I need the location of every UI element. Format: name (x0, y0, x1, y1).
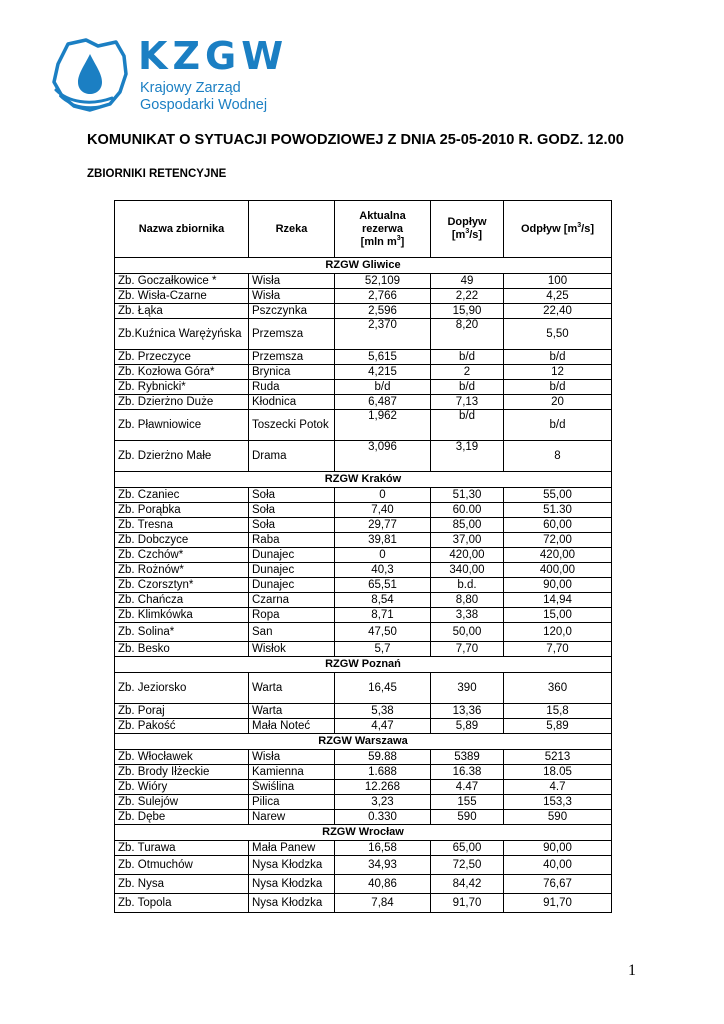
region-row (115, 825, 612, 841)
outflow-value: 51.30 (504, 503, 612, 518)
header-reserve-line2: rezerwa (362, 222, 403, 235)
table-row (115, 780, 612, 795)
reserve-value: 0 (335, 548, 431, 563)
table-row (115, 319, 612, 350)
inflow-value: 51,30 (431, 488, 504, 503)
inflow-value: 7,13 (431, 395, 504, 410)
inflow-value: 85,00 (431, 518, 504, 533)
outflow-value: 90,00 (504, 841, 612, 856)
inflow-value: b/d (431, 380, 504, 395)
table-row (115, 304, 612, 319)
outflow-value: 22,40 (504, 304, 612, 319)
logo-line-1: Krajowy Zarząd (140, 80, 241, 96)
logo-acronym: KZGW (138, 34, 289, 78)
header-reserve (335, 201, 431, 258)
outflow-value: 120,0 (504, 623, 612, 642)
reserve-value: 65,51 (335, 578, 431, 593)
region-row (115, 472, 612, 488)
inflow-value: 91,70 (431, 894, 504, 913)
river-name: Pilica (249, 795, 335, 810)
inflow-value: 84,42 (431, 875, 504, 894)
reserve-value: 34,93 (335, 856, 431, 875)
inflow-value: b.d. (431, 578, 504, 593)
river-name: Kłodnica (249, 395, 335, 410)
inflow-value: 37,00 (431, 533, 504, 548)
inflow-value: 155 (431, 795, 504, 810)
outflow-value: b/d (504, 380, 612, 395)
poland-water-drop-icon (46, 34, 130, 118)
reservoir-name: Zb. Chańcza (115, 593, 249, 608)
header-reserve-unit: [mln m (360, 235, 397, 248)
reservoir-name: Zb. Solina* (115, 623, 249, 642)
reservoir-name: Zb. Nysa (115, 875, 249, 894)
outflow-value: 8 (504, 441, 612, 472)
table-row (115, 380, 612, 395)
table-row (115, 894, 612, 913)
header-river: Rzeka (249, 201, 335, 258)
table-row (115, 503, 612, 518)
reserve-value: 4,215 (335, 365, 431, 380)
reserve-value: 0.330 (335, 810, 431, 825)
table-row (115, 593, 612, 608)
reservoir-name: Zb. Przeczyce (115, 350, 249, 365)
river-name: Soła (249, 503, 335, 518)
inflow-value: 4.47 (431, 780, 504, 795)
table-row (115, 578, 612, 593)
reserve-value: 6,487 (335, 395, 431, 410)
reserve-value: 29,77 (335, 518, 431, 533)
river-name: Dunajec (249, 563, 335, 578)
outflow-value: b/d (504, 350, 612, 365)
outflow-value: 15,8 (504, 704, 612, 719)
header-reserve-line1: Aktualna (359, 209, 406, 222)
document-title: KOMUNIKAT O SYTUACJI POWODZIOWEJ Z DNIA 25-05-2010 R. GODZ. 12.00 (87, 132, 624, 148)
river-name: Narew (249, 810, 335, 825)
table-row (115, 765, 612, 780)
inflow-value: b/d (431, 350, 504, 365)
reserve-value: 7,84 (335, 894, 431, 913)
table-row (115, 623, 612, 642)
reservoir-name: Zb. Klimkówka (115, 608, 249, 623)
river-name: Mała Panew (249, 841, 335, 856)
header-inflow-end: /s] (469, 229, 483, 241)
region-name: RZGW Warszawa (115, 734, 612, 750)
inflow-value: 60.00 (431, 503, 504, 518)
inflow-value: 16.38 (431, 765, 504, 780)
outflow-value: 15,00 (504, 608, 612, 623)
outflow-value: 20 (504, 395, 612, 410)
reservoir-name: Zb. Poraj (115, 704, 249, 719)
reservoir-name: Zb. Dębe (115, 810, 249, 825)
reserve-value: b/d (335, 380, 431, 395)
header-reserve-end: ] (400, 235, 405, 248)
reservoir-name: Zb. Kozłowa Góra* (115, 365, 249, 380)
table-row (115, 274, 612, 289)
river-name: Nysa Kłodzka (249, 856, 335, 875)
table-row (115, 795, 612, 810)
reserve-value: 40,86 (335, 875, 431, 894)
inflow-value: 5389 (431, 750, 504, 765)
reserve-value: 59.88 (335, 750, 431, 765)
inflow-value: 15,90 (431, 304, 504, 319)
reservoir-name: Zb. Porąbka (115, 503, 249, 518)
region-name: RZGW Gliwice (115, 258, 612, 274)
reservoir-name: Zb. Wisła-Czarne (115, 289, 249, 304)
river-name: Wisłok (249, 642, 335, 657)
table-row (115, 441, 612, 472)
reserve-value: 1,962 (335, 410, 431, 441)
inflow-value: 13,36 (431, 704, 504, 719)
region-row (115, 258, 612, 274)
reserve-value: 12.268 (335, 780, 431, 795)
table-row (115, 365, 612, 380)
reserve-value: 7,40 (335, 503, 431, 518)
reservoir-name: Zb. Sulejów (115, 795, 249, 810)
inflow-value: 65,00 (431, 841, 504, 856)
river-name: Wisła (249, 289, 335, 304)
header-inflow-exponent: 3 (465, 228, 470, 235)
outflow-value: 7,70 (504, 642, 612, 657)
river-name: Raba (249, 533, 335, 548)
region-name: RZGW Wrocław (115, 825, 612, 841)
river-name: Soła (249, 518, 335, 533)
reserve-value: 3,23 (335, 795, 431, 810)
river-name: San (249, 623, 335, 642)
kzgw-logo (46, 30, 289, 120)
reservoir-name: Zb. Rożnów* (115, 563, 249, 578)
table-row (115, 533, 612, 548)
reservoir-name: Zb. Włocławek (115, 750, 249, 765)
river-name: Soła (249, 488, 335, 503)
inflow-value: 590 (431, 810, 504, 825)
river-name: Wisła (249, 274, 335, 289)
header-reserve-exponent: 3 (396, 234, 401, 242)
outflow-value: 60,00 (504, 518, 612, 533)
reservoir-name: Zb. Otmuchów (115, 856, 249, 875)
outflow-value: b/d (504, 410, 612, 441)
outflow-value: 5213 (504, 750, 612, 765)
reservoir-name: Zb. Topola (115, 894, 249, 913)
river-name: Pszczynka (249, 304, 335, 319)
reserve-value: 0 (335, 488, 431, 503)
header-inflow-unit: [m (451, 229, 466, 241)
header-inflow (431, 201, 504, 258)
outflow-value: 5,50 (504, 319, 612, 350)
header-name: Nazwa zbiornika (115, 201, 249, 258)
reserve-value: 5,615 (335, 350, 431, 365)
table-row (115, 289, 612, 304)
river-name: Dunajec (249, 548, 335, 563)
region-name: RZGW Poznań (115, 657, 612, 673)
outflow-value: 18.05 (504, 765, 612, 780)
reservoir-name: Zb. Goczałkowice * (115, 274, 249, 289)
river-name: Drama (249, 441, 335, 472)
reservoir-name: Zb. Czchów* (115, 548, 249, 563)
river-name: Dunajec (249, 578, 335, 593)
region-row (115, 657, 612, 673)
inflow-value: 3,19 (431, 441, 504, 472)
inflow-value: 8,80 (431, 593, 504, 608)
inflow-value: 7,70 (431, 642, 504, 657)
reservoir-name: Zb. Jeziorsko (115, 673, 249, 704)
outflow-value: 360 (504, 673, 612, 704)
page-number: 1 (628, 962, 636, 979)
table-row (115, 642, 612, 657)
table-row (115, 395, 612, 410)
reserve-value: 8,54 (335, 593, 431, 608)
inflow-value: 420,00 (431, 548, 504, 563)
reservoir-name: Zb. Tresna (115, 518, 249, 533)
reservoir-name: Zb. Czorsztyn* (115, 578, 249, 593)
inflow-value: 72,50 (431, 856, 504, 875)
river-name: Przemsza (249, 350, 335, 365)
header-inflow-line2 (434, 229, 500, 242)
inflow-value: 3,38 (431, 608, 504, 623)
reservoir-name: Zb. Pławniowice (115, 410, 249, 441)
river-name: Toszecki Potok (249, 410, 335, 441)
reserve-value: 2,370 (335, 319, 431, 350)
table-row (115, 673, 612, 704)
reservoir-name: Zb. Turawa (115, 841, 249, 856)
reserve-value: 4,47 (335, 719, 431, 734)
reservoir-name: Zb. Czaniec (115, 488, 249, 503)
reservoir-name: Zb. Łąka (115, 304, 249, 319)
table-body (115, 258, 612, 913)
outflow-value: 55,00 (504, 488, 612, 503)
outflow-value: 590 (504, 810, 612, 825)
reservoir-name: Zb. Pakość (115, 719, 249, 734)
river-name: Czarna (249, 593, 335, 608)
table-row (115, 410, 612, 441)
outflow-value: 5,89 (504, 719, 612, 734)
reservoir-name: Zb. Brody Iłżeckie (115, 765, 249, 780)
header-outflow (504, 201, 612, 258)
table-row (115, 608, 612, 623)
reserve-value: 2,766 (335, 289, 431, 304)
reserve-value: 16,58 (335, 841, 431, 856)
outflow-value: 14,94 (504, 593, 612, 608)
reservoir-name: Zb. Dobczyce (115, 533, 249, 548)
header-outflow-exponent: 3 (577, 221, 582, 229)
outflow-value: 91,70 (504, 894, 612, 913)
outflow-value: 4.7 (504, 780, 612, 795)
inflow-value: b/d (431, 410, 504, 441)
river-name: Kamienna (249, 765, 335, 780)
reserve-value: 16,45 (335, 673, 431, 704)
table-row (115, 875, 612, 894)
outflow-value: 40,00 (504, 856, 612, 875)
reserve-value: 39,81 (335, 533, 431, 548)
header-inflow-line1: Dopływ (447, 216, 487, 228)
river-name: Przemsza (249, 319, 335, 350)
reserve-value: 40,3 (335, 563, 431, 578)
header-outflow-label: Odpływ [m (521, 222, 578, 235)
reservoir-name: Zb. Rybnicki* (115, 380, 249, 395)
header-reserve-line3 (338, 236, 427, 249)
river-name: Mała Noteć (249, 719, 335, 734)
reservoir-table (114, 200, 612, 913)
table-row (115, 350, 612, 365)
river-name: Brynica (249, 365, 335, 380)
outflow-value: 153,3 (504, 795, 612, 810)
table-row (115, 518, 612, 533)
reserve-value: 5,38 (335, 704, 431, 719)
reservoir-name: Zb. Dzierżno Małe (115, 441, 249, 472)
outflow-value: 76,67 (504, 875, 612, 894)
table-row (115, 719, 612, 734)
section-subtitle: ZBIORNIKI RETENCYJNE (87, 168, 227, 180)
outflow-value: 72,00 (504, 533, 612, 548)
table-row (115, 704, 612, 719)
table-row (115, 750, 612, 765)
region-name: RZGW Kraków (115, 472, 612, 488)
reservoir-name: Zb. Besko (115, 642, 249, 657)
river-name: Nysa Kłodzka (249, 894, 335, 913)
table-row (115, 856, 612, 875)
outflow-value: 4,25 (504, 289, 612, 304)
region-row (115, 734, 612, 750)
inflow-value: 5,89 (431, 719, 504, 734)
reserve-value: 5,7 (335, 642, 431, 657)
outflow-value: 400,00 (504, 563, 612, 578)
table-row (115, 548, 612, 563)
outflow-value: 100 (504, 274, 612, 289)
inflow-value: 340,00 (431, 563, 504, 578)
reserve-value: 2,596 (335, 304, 431, 319)
reservoir-name: Zb. Dzierżno Duże (115, 395, 249, 410)
outflow-value: 420,00 (504, 548, 612, 563)
reservoir-name: Zb. Wióry (115, 780, 249, 795)
inflow-value: 2,22 (431, 289, 504, 304)
logo-line-2: Gospodarki Wodnej (140, 97, 268, 113)
reserve-value: 52,109 (335, 274, 431, 289)
outflow-value: 12 (504, 365, 612, 380)
inflow-value: 2 (431, 365, 504, 380)
river-name: Wisła (249, 750, 335, 765)
river-name: Ruda (249, 380, 335, 395)
river-name: Warta (249, 704, 335, 719)
reserve-value: 47,50 (335, 623, 431, 642)
reservoir-name: Zb.Kuźnica Warężyńska (115, 319, 249, 350)
table-row (115, 810, 612, 825)
reserve-value: 3,096 (335, 441, 431, 472)
table-row (115, 563, 612, 578)
table-header-row (115, 201, 612, 258)
inflow-value: 390 (431, 673, 504, 704)
header-outflow-end: /s] (581, 222, 594, 235)
inflow-value: 8,20 (431, 319, 504, 350)
river-name: Warta (249, 673, 335, 704)
table-row (115, 841, 612, 856)
outflow-value: 90,00 (504, 578, 612, 593)
reserve-value: 8,71 (335, 608, 431, 623)
inflow-value: 50,00 (431, 623, 504, 642)
river-name: Ropa (249, 608, 335, 623)
reserve-value: 1.688 (335, 765, 431, 780)
river-name: Nysa Kłodzka (249, 875, 335, 894)
table-row (115, 488, 612, 503)
river-name: Świślina (249, 780, 335, 795)
inflow-value: 49 (431, 274, 504, 289)
